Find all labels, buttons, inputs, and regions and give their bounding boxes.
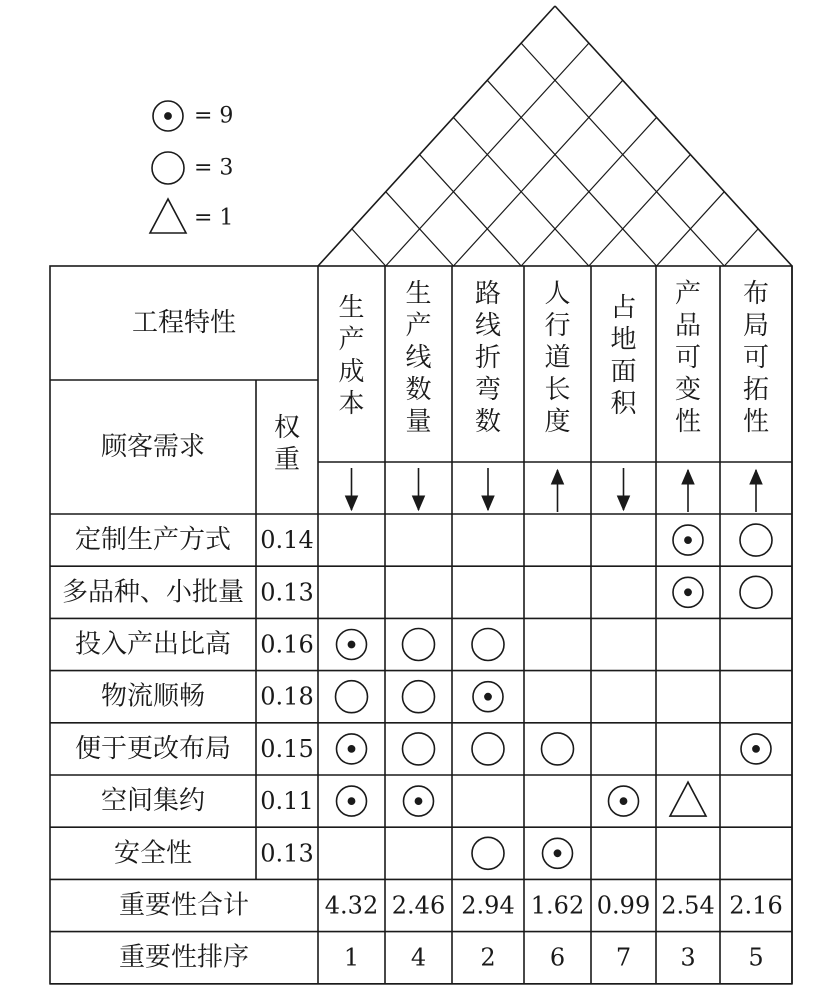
characteristic-name-char: 道 xyxy=(544,343,571,373)
matrix-border xyxy=(50,266,792,984)
characteristic-name-char: 行 xyxy=(544,311,571,341)
relationship-dot-circle xyxy=(673,577,703,607)
relationship-circle xyxy=(403,681,435,713)
characteristic-name-char: 变 xyxy=(674,375,702,405)
characteristic-name-char: 量 xyxy=(405,407,432,437)
relationship-dot-circle xyxy=(337,630,367,660)
importance-total-value: 2.46 xyxy=(391,891,446,920)
requirement-name: 安全性 xyxy=(113,838,193,869)
characteristic-name-char: 品 xyxy=(674,311,702,341)
characteristic-name-char: 面 xyxy=(610,357,637,387)
relationship-circle xyxy=(403,733,435,765)
characteristic-name-char: 生 xyxy=(405,279,432,309)
up-arrow-head-icon xyxy=(552,470,564,484)
down-arrow-head-icon xyxy=(346,496,358,510)
characteristic-name-char: 积 xyxy=(610,389,637,419)
roof-grid-line xyxy=(589,155,691,266)
requirement-name: 定制生产方式 xyxy=(74,525,232,556)
relationship-circle xyxy=(542,733,574,765)
roof-edge-left xyxy=(318,6,555,266)
characteristic-name-char: 占 xyxy=(610,293,637,323)
relationship-dot-circle xyxy=(337,734,367,764)
matrix-grid xyxy=(50,266,792,984)
legend-symbol-circle xyxy=(152,152,184,184)
relationship-dot-circle xyxy=(337,786,367,816)
importance-total-value: 1.62 xyxy=(530,891,585,920)
characteristic-name-char: 产 xyxy=(674,279,702,309)
relationship-dot-circle xyxy=(673,525,703,555)
characteristic-name-char: 拓 xyxy=(742,375,770,405)
characteristic-name-char: 人 xyxy=(544,279,571,309)
characteristic-name-char: 可 xyxy=(742,343,770,373)
relationship-triangle xyxy=(670,782,706,816)
characteristic-name-char: 折 xyxy=(474,343,502,373)
importance-rank-value: 7 xyxy=(615,943,632,972)
relationship-circle xyxy=(740,524,772,556)
relationship-circle xyxy=(336,681,368,713)
importance-total-value: 2.16 xyxy=(729,891,783,920)
requirement-name: 多品种、小批量 xyxy=(61,577,245,608)
characteristic-name-char: 度 xyxy=(544,407,571,437)
legend-value: = 9 xyxy=(194,103,234,129)
relationship-circle xyxy=(403,629,435,661)
characteristic-name-char: 布 xyxy=(742,279,770,309)
importance-rank-value: 5 xyxy=(748,943,764,972)
requirement-weight: 0.16 xyxy=(260,630,314,659)
relationship-dot-circle xyxy=(404,786,434,816)
roof-grid-line xyxy=(352,229,386,266)
legend-value: = 3 xyxy=(194,155,234,181)
relationship-circle xyxy=(472,629,504,661)
requirement-name: 空间集约 xyxy=(100,786,206,817)
requirement-name: 投入产出比高 xyxy=(74,629,232,660)
characteristic-name-char: 线 xyxy=(474,311,502,341)
roof-grid-line xyxy=(487,80,656,266)
relationship-circle xyxy=(472,733,504,765)
customer-requirements-label: 顾客需求 xyxy=(100,432,206,462)
characteristic-name-char: 路 xyxy=(474,279,502,309)
importance-rank-value: 6 xyxy=(549,943,566,972)
weight-label-char: 重 xyxy=(273,445,301,475)
roof-grid-line xyxy=(420,155,522,266)
characteristic-name-char: 成 xyxy=(338,357,365,387)
relationship-symbols xyxy=(336,524,773,869)
requirement-weight: 0.13 xyxy=(260,578,314,607)
requirement-name: 便于更改布局 xyxy=(74,733,232,764)
importance-total-value: 2.54 xyxy=(661,891,715,920)
correlation-roof xyxy=(318,6,792,266)
characteristic-name-char: 数 xyxy=(405,375,432,405)
roof-edge-right xyxy=(555,6,792,266)
importance-rank-value: 2 xyxy=(480,943,496,972)
importance-rank-value: 3 xyxy=(680,943,696,972)
importance-total-value: 0.99 xyxy=(596,891,651,920)
requirement-weight: 0.15 xyxy=(260,734,314,763)
requirement-weight: 0.11 xyxy=(260,787,314,816)
legend xyxy=(150,101,233,233)
down-arrow-head-icon xyxy=(618,496,630,510)
requirement-weight: 0.13 xyxy=(260,839,314,868)
characteristic-name-char: 生 xyxy=(338,293,365,323)
characteristic-name-char: 产 xyxy=(405,311,432,341)
relationship-circle xyxy=(472,837,504,869)
characteristic-name-char: 产 xyxy=(338,325,365,355)
importance-rank-label: 重要性排序 xyxy=(118,942,250,973)
characteristic-name-char: 数 xyxy=(474,407,502,437)
down-arrow-head-icon xyxy=(413,496,425,510)
legend-symbol-triangle xyxy=(150,199,186,233)
roof-grid-line xyxy=(453,80,622,266)
engineering-characteristics-label: 工程特性 xyxy=(131,308,237,338)
characteristic-name-char: 局 xyxy=(742,311,770,341)
characteristic-name-char: 长 xyxy=(544,375,571,405)
legend-symbol-dot-circle xyxy=(153,101,183,131)
requirement-weight: 0.18 xyxy=(260,682,314,711)
up-arrow-head-icon xyxy=(750,470,762,484)
characteristic-name-char: 地 xyxy=(610,325,637,355)
characteristic-name-char: 可 xyxy=(674,343,702,373)
relationship-dot-circle xyxy=(741,734,771,764)
characteristic-name-char: 弯 xyxy=(474,375,502,405)
relationship-circle xyxy=(740,576,772,608)
roof-grid-line xyxy=(724,229,758,266)
importance-rank-value: 1 xyxy=(343,943,360,972)
characteristic-name-char: 线 xyxy=(405,343,432,373)
relationship-dot-circle xyxy=(609,786,639,816)
up-arrow-head-icon xyxy=(682,470,694,484)
importance-total-label: 重要性合计 xyxy=(118,890,250,921)
importance-rank-value: 4 xyxy=(410,943,427,972)
relationship-dot-circle xyxy=(473,682,503,712)
matrix-labels xyxy=(62,279,783,973)
requirement-weight: 0.14 xyxy=(260,526,314,555)
relationship-dot-circle xyxy=(543,838,573,868)
characteristic-name-char: 本 xyxy=(338,389,365,419)
weight-label-char: 权 xyxy=(273,413,301,443)
importance-total-value: 4.32 xyxy=(324,891,379,920)
down-arrow-head-icon xyxy=(482,496,494,510)
characteristic-name-char: 性 xyxy=(674,407,702,437)
importance-total-value: 2.94 xyxy=(461,891,515,920)
legend-value: = 1 xyxy=(194,205,234,231)
characteristic-name-char: 性 xyxy=(742,407,770,437)
requirement-name: 物流顺畅 xyxy=(100,681,206,712)
